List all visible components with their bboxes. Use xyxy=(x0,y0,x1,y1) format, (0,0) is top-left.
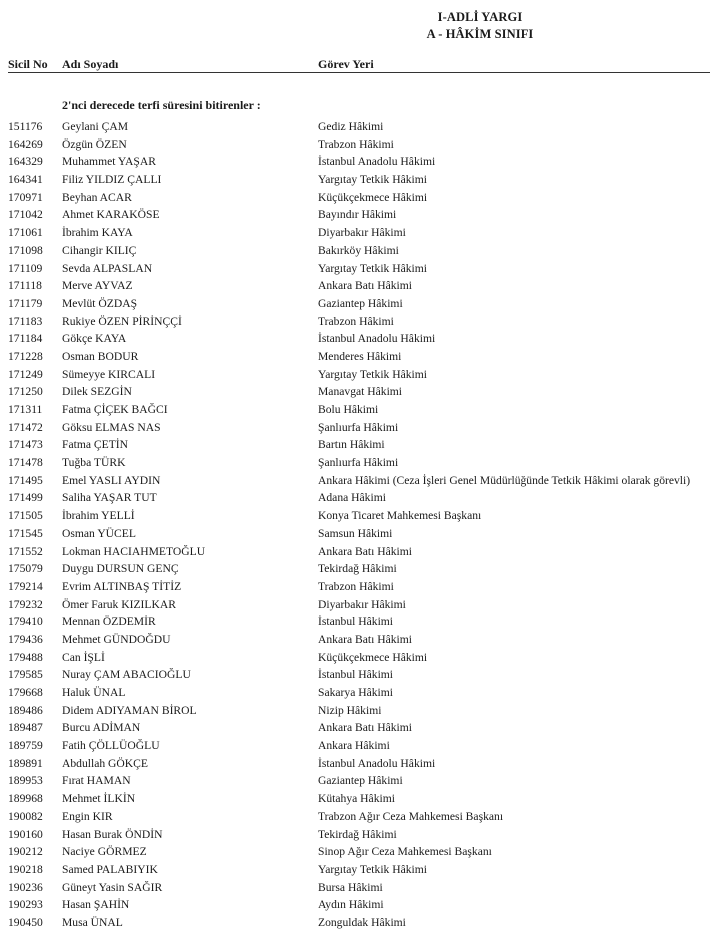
table-row xyxy=(0,666,715,684)
header-divider xyxy=(8,72,710,73)
adi-soyadi-cell: Haluk ÜNAL xyxy=(62,686,126,699)
column-header-sicil-no: Sicil No xyxy=(8,57,48,71)
sicil-no-cell: 171109 xyxy=(8,261,43,275)
gorev-yeri-cell: Yargıtay Tetkik Hâkimi xyxy=(318,173,428,187)
gorev-yeri-cell: Sinop Ağır Ceza Mahkemesi Başkanı xyxy=(318,845,492,859)
sicil-no-cell: 164269 xyxy=(8,137,43,151)
gorev-yeri-cell: Konya Ticaret Mahkemesi Başkanı xyxy=(318,509,482,523)
gorev-yeri-cell: İstanbul Anadolu Hâkimi xyxy=(318,756,436,770)
adi-soyadi-cell: Musa ÜNAL xyxy=(62,915,123,929)
adi-soyadi-cell: Güneyt Yasin SAĞIR xyxy=(62,880,163,894)
table-row xyxy=(0,772,715,790)
sicil-no-cell: 189759 xyxy=(8,739,43,753)
sicil-no-cell: 171061 xyxy=(8,226,43,240)
table-row xyxy=(0,277,715,295)
gorev-yeri-cell: Şanlıurfa Hâkimi xyxy=(318,456,399,470)
adi-soyadi-cell: Lokman HACIAHMETOĞLU xyxy=(62,544,206,558)
table-row xyxy=(0,260,715,278)
adi-soyadi-cell: Naciye GÖRMEZ xyxy=(62,845,147,859)
table-row xyxy=(0,879,715,897)
table-row xyxy=(0,401,715,419)
table-row xyxy=(0,366,715,384)
adi-soyadi-cell: Dilek SEZGİN xyxy=(62,385,132,399)
sicil-no-cell: 189968 xyxy=(8,792,43,806)
table-row xyxy=(0,525,715,543)
gorev-yeri-cell: Ankara Batı Hâkimi xyxy=(318,632,413,646)
gorev-yeri-cell: Bartın Hâkimi xyxy=(318,438,385,452)
sicil-no-cell: 171249 xyxy=(8,367,43,381)
gorev-yeri-cell: Trabzon Hâkimi xyxy=(318,314,394,328)
adi-soyadi-cell: Fatma ÇİÇEK BAĞCI xyxy=(62,403,168,416)
adi-soyadi-cell: Sümeyye KIRCALI xyxy=(62,367,156,381)
gorev-yeri-cell: Küçükçekmece Hâkimi xyxy=(318,190,428,204)
gorev-yeri-cell: Sakarya Hâkimi xyxy=(318,686,394,699)
gorev-yeri-cell: Ankara Batı Hâkimi xyxy=(318,721,413,735)
gorev-yeri-cell: Ankara Hâkimi (Ceza İşleri Genel Müdürlüğünde Tetkik Hâkimi olarak görevli) xyxy=(318,473,691,487)
sicil-no-cell: 189486 xyxy=(8,703,43,717)
adi-soyadi-cell: Geylani ÇAM xyxy=(62,120,129,133)
table-row xyxy=(0,472,715,490)
table-row xyxy=(0,737,715,755)
gorev-yeri-cell: Küçükçekmece Hâkimi xyxy=(318,650,428,664)
sicil-no-cell: 190236 xyxy=(8,880,43,894)
sicil-no-cell: 179410 xyxy=(8,615,43,629)
adi-soyadi-cell: Burcu ADİMAN xyxy=(62,721,141,735)
gorev-yeri-cell: Trabzon Ağır Ceza Mahkemesi Başkanı xyxy=(318,809,504,823)
sicil-no-cell: 164329 xyxy=(8,155,43,169)
table-row xyxy=(0,330,715,348)
adi-soyadi-cell: İbrahim YELLİ xyxy=(62,509,135,523)
sicil-no-cell: 171545 xyxy=(8,526,43,540)
gorev-yeri-cell: Şanlıurfa Hâkimi xyxy=(318,420,399,434)
adi-soyadi-cell: Emel YASLI AYDIN xyxy=(62,473,161,487)
gorev-yeri-cell: Manavgat Hâkimi xyxy=(318,385,403,399)
gorev-yeri-cell: Gaziantep Hâkimi xyxy=(318,774,403,788)
sicil-no-cell: 171478 xyxy=(8,456,43,470)
document-heading-1: I-ADLİ YARGI xyxy=(437,10,523,24)
adi-soyadi-cell: Mehmet GÜNDOĞDU xyxy=(62,632,171,646)
sicil-no-cell: 171179 xyxy=(8,296,43,310)
table-row xyxy=(0,702,715,720)
adi-soyadi-cell: Didem ADIYAMAN BİROL xyxy=(62,703,197,717)
adi-soyadi-cell: Mennan ÖZDEMİR xyxy=(62,615,156,629)
table-row xyxy=(0,454,715,472)
gorev-yeri-cell: Ankara Batı Hâkimi xyxy=(318,544,413,558)
table-row xyxy=(0,613,715,631)
sicil-no-cell: 179214 xyxy=(8,579,43,593)
adi-soyadi-cell: Osman BODUR xyxy=(62,349,139,363)
table-row xyxy=(0,543,715,561)
adi-soyadi-cell: Evrim ALTINBAŞ TİTİZ xyxy=(62,579,182,593)
table-row xyxy=(0,136,715,154)
gorev-yeri-cell: Ankara Hâkimi xyxy=(318,739,390,753)
sicil-no-cell: 171250 xyxy=(8,385,43,399)
table-row xyxy=(0,348,715,366)
adi-soyadi-cell: Sevda ALPASLAN xyxy=(62,261,153,275)
gorev-yeri-cell: Bayındır Hâkimi xyxy=(318,208,397,222)
table-row xyxy=(0,755,715,773)
table-row xyxy=(0,507,715,525)
sicil-no-cell: 190160 xyxy=(8,827,43,841)
table-row xyxy=(0,596,715,614)
adi-soyadi-cell: Samed PALABIYIK xyxy=(62,862,158,876)
gorev-yeri-cell: Adana Hâkimi xyxy=(318,491,386,505)
gorev-yeri-cell: Samsun Hâkimi xyxy=(318,526,393,540)
column-header-adi-soyadi: Adı Soyadı xyxy=(62,57,119,71)
table-row xyxy=(0,649,715,667)
sicil-no-cell: 171228 xyxy=(8,349,43,363)
gorev-yeri-cell: Bakırköy Hâkimi xyxy=(318,243,399,257)
section-title: 2'nci derecede terfi süresini bitirenler : xyxy=(62,98,261,112)
sicil-no-cell: 151176 xyxy=(8,120,43,133)
table-row xyxy=(0,843,715,861)
sicil-no-cell: 171495 xyxy=(8,473,43,487)
adi-soyadi-cell: Osman YÜCEL xyxy=(62,526,136,540)
sicil-no-cell: 171042 xyxy=(8,208,43,222)
adi-soyadi-cell: Tuğba TÜRK xyxy=(62,456,126,470)
sicil-no-cell: 175079 xyxy=(8,562,43,576)
table-row xyxy=(0,153,715,171)
sicil-no-cell: 189891 xyxy=(8,756,43,770)
adi-soyadi-cell: Beyhan ACAR xyxy=(62,190,132,204)
gorev-yeri-cell: Diyarbakır Hâkimi xyxy=(318,226,406,240)
sicil-no-cell: 179585 xyxy=(8,668,43,682)
table-row xyxy=(0,224,715,242)
adi-soyadi-cell: Merve AYVAZ xyxy=(62,279,133,293)
gorev-yeri-cell: İstanbul Anadolu Hâkimi xyxy=(318,332,436,346)
table-row xyxy=(0,861,715,879)
adi-soyadi-cell: Göksu ELMAS NAS xyxy=(62,420,161,434)
gorev-yeri-cell: Menderes Hâkimi xyxy=(318,349,402,363)
adi-soyadi-cell: Engin KIR xyxy=(62,809,113,823)
gorev-yeri-cell: Nizip Hâkimi xyxy=(318,703,382,717)
adi-soyadi-cell: Cihangir KILIÇ xyxy=(62,243,137,257)
sicil-no-cell: 190293 xyxy=(8,898,43,912)
document-heading-2: A - HÂKİM SINIFI xyxy=(426,27,534,41)
adi-soyadi-cell: İbrahim KAYA xyxy=(62,226,133,240)
table-row xyxy=(0,719,715,737)
sicil-no-cell: 190450 xyxy=(8,915,43,929)
adi-soyadi-cell: Mehmet İLKİN xyxy=(62,792,136,806)
adi-soyadi-cell: Rukiye ÖZEN PİRİNÇÇİ xyxy=(62,314,182,328)
table-row xyxy=(0,206,715,224)
sicil-no-cell: 179488 xyxy=(8,650,43,664)
table-row xyxy=(0,578,715,596)
table-row xyxy=(0,826,715,844)
table-row xyxy=(0,914,715,932)
table-row xyxy=(0,489,715,507)
adi-soyadi-cell: Hasan ŞAHİN xyxy=(62,898,130,912)
gorev-yeri-cell: Yargıtay Tetkik Hâkimi xyxy=(318,261,428,275)
sicil-no-cell: 171505 xyxy=(8,509,43,523)
adi-soyadi-cell: Abdullah GÖKÇE xyxy=(62,756,148,770)
sicil-no-cell: 171118 xyxy=(8,279,42,293)
gorev-yeri-cell: Gaziantep Hâkimi xyxy=(318,296,403,310)
adi-soyadi-cell: Muhammet YAŞAR xyxy=(62,155,156,169)
adi-soyadi-cell: Özgün ÖZEN xyxy=(62,137,127,151)
gorev-yeri-cell: Yargıtay Tetkik Hâkimi xyxy=(318,367,428,381)
table-row xyxy=(0,383,715,401)
table-row xyxy=(0,790,715,808)
sicil-no-cell: 189953 xyxy=(8,774,43,788)
gorev-yeri-cell: Tekirdağ Hâkimi xyxy=(318,562,397,576)
table-body xyxy=(0,118,715,932)
sicil-no-cell: 171472 xyxy=(8,420,43,434)
adi-soyadi-cell: Hasan Burak ÖNDİN xyxy=(62,827,163,841)
table-row xyxy=(0,684,715,702)
gorev-yeri-cell: Bursa Hâkimi xyxy=(318,880,383,894)
gorev-yeri-cell: Aydın Hâkimi xyxy=(318,898,384,912)
table-row xyxy=(0,808,715,826)
adi-soyadi-cell: Filiz YILDIZ ÇALLI xyxy=(62,173,162,187)
gorev-yeri-cell: İstanbul Hâkimi xyxy=(318,668,394,682)
gorev-yeri-cell: Trabzon Hâkimi xyxy=(318,579,394,593)
sicil-no-cell: 170971 xyxy=(8,190,43,204)
table-row xyxy=(0,436,715,454)
adi-soyadi-cell: Ahmet KARAKÖSE xyxy=(62,208,160,222)
sicil-no-cell: 171499 xyxy=(8,491,43,505)
gorev-yeri-cell: Yargıtay Tetkik Hâkimi xyxy=(318,862,428,876)
gorev-yeri-cell: Ankara Batı Hâkimi xyxy=(318,279,413,293)
table-row xyxy=(0,560,715,578)
table-row xyxy=(0,242,715,260)
adi-soyadi-cell: Fatma ÇETİN xyxy=(62,438,129,452)
sicil-no-cell: 171552 xyxy=(8,544,43,558)
sicil-no-cell: 190082 xyxy=(8,809,43,823)
gorev-yeri-cell: Tekirdağ Hâkimi xyxy=(318,827,397,841)
sicil-no-cell: 171473 xyxy=(8,438,43,452)
column-header-gorev-yeri: Görev Yeri xyxy=(318,57,374,71)
sicil-no-cell: 171098 xyxy=(8,243,43,257)
table-row xyxy=(0,313,715,331)
sicil-no-cell: 179436 xyxy=(8,632,43,646)
adi-soyadi-cell: Saliha YAŞAR TUT xyxy=(62,491,157,505)
gorev-yeri-cell: Diyarbakır Hâkimi xyxy=(318,597,406,611)
sicil-no-cell: 171184 xyxy=(8,332,43,346)
gorev-yeri-cell: Zonguldak Hâkimi xyxy=(318,915,406,929)
adi-soyadi-cell: Gökçe KAYA xyxy=(62,332,127,346)
sicil-no-cell: 189487 xyxy=(8,721,43,735)
table-row xyxy=(0,118,715,136)
sicil-no-cell: 164341 xyxy=(8,173,43,187)
sicil-no-cell: 190218 xyxy=(8,862,43,876)
adi-soyadi-cell: Nuray ÇAM ABACIOĞLU xyxy=(62,668,191,682)
gorev-yeri-cell: Gediz Hâkimi xyxy=(318,120,384,133)
gorev-yeri-cell: Kütahya Hâkimi xyxy=(318,792,395,806)
adi-soyadi-cell: Fırat HAMAN xyxy=(62,774,131,788)
gorev-yeri-cell: Trabzon Hâkimi xyxy=(318,137,394,151)
table-row xyxy=(0,189,715,207)
table-row xyxy=(0,171,715,189)
adi-soyadi-cell: Ömer Faruk KIZILKAR xyxy=(62,597,176,611)
sicil-no-cell: 171183 xyxy=(8,314,43,328)
adi-soyadi-cell: Fatih ÇÖLLÜOĞLU xyxy=(62,739,160,753)
table-row xyxy=(0,419,715,437)
sicil-no-cell: 171311 xyxy=(8,403,43,416)
gorev-yeri-cell: İstanbul Anadolu Hâkimi xyxy=(318,155,436,169)
adi-soyadi-cell: Can İŞLİ xyxy=(62,650,105,664)
adi-soyadi-cell: Duygu DURSUN GENÇ xyxy=(62,562,179,576)
adi-soyadi-cell: Mevlüt ÖZDAŞ xyxy=(62,296,138,310)
gorev-yeri-cell: Bolu Hâkimi xyxy=(318,403,379,416)
table-row xyxy=(0,896,715,914)
sicil-no-cell: 179232 xyxy=(8,597,43,611)
table-row xyxy=(0,631,715,649)
sicil-no-cell: 179668 xyxy=(8,686,43,699)
table-row xyxy=(0,295,715,313)
sicil-no-cell: 190212 xyxy=(8,845,43,859)
gorev-yeri-cell: İstanbul Hâkimi xyxy=(318,615,394,629)
